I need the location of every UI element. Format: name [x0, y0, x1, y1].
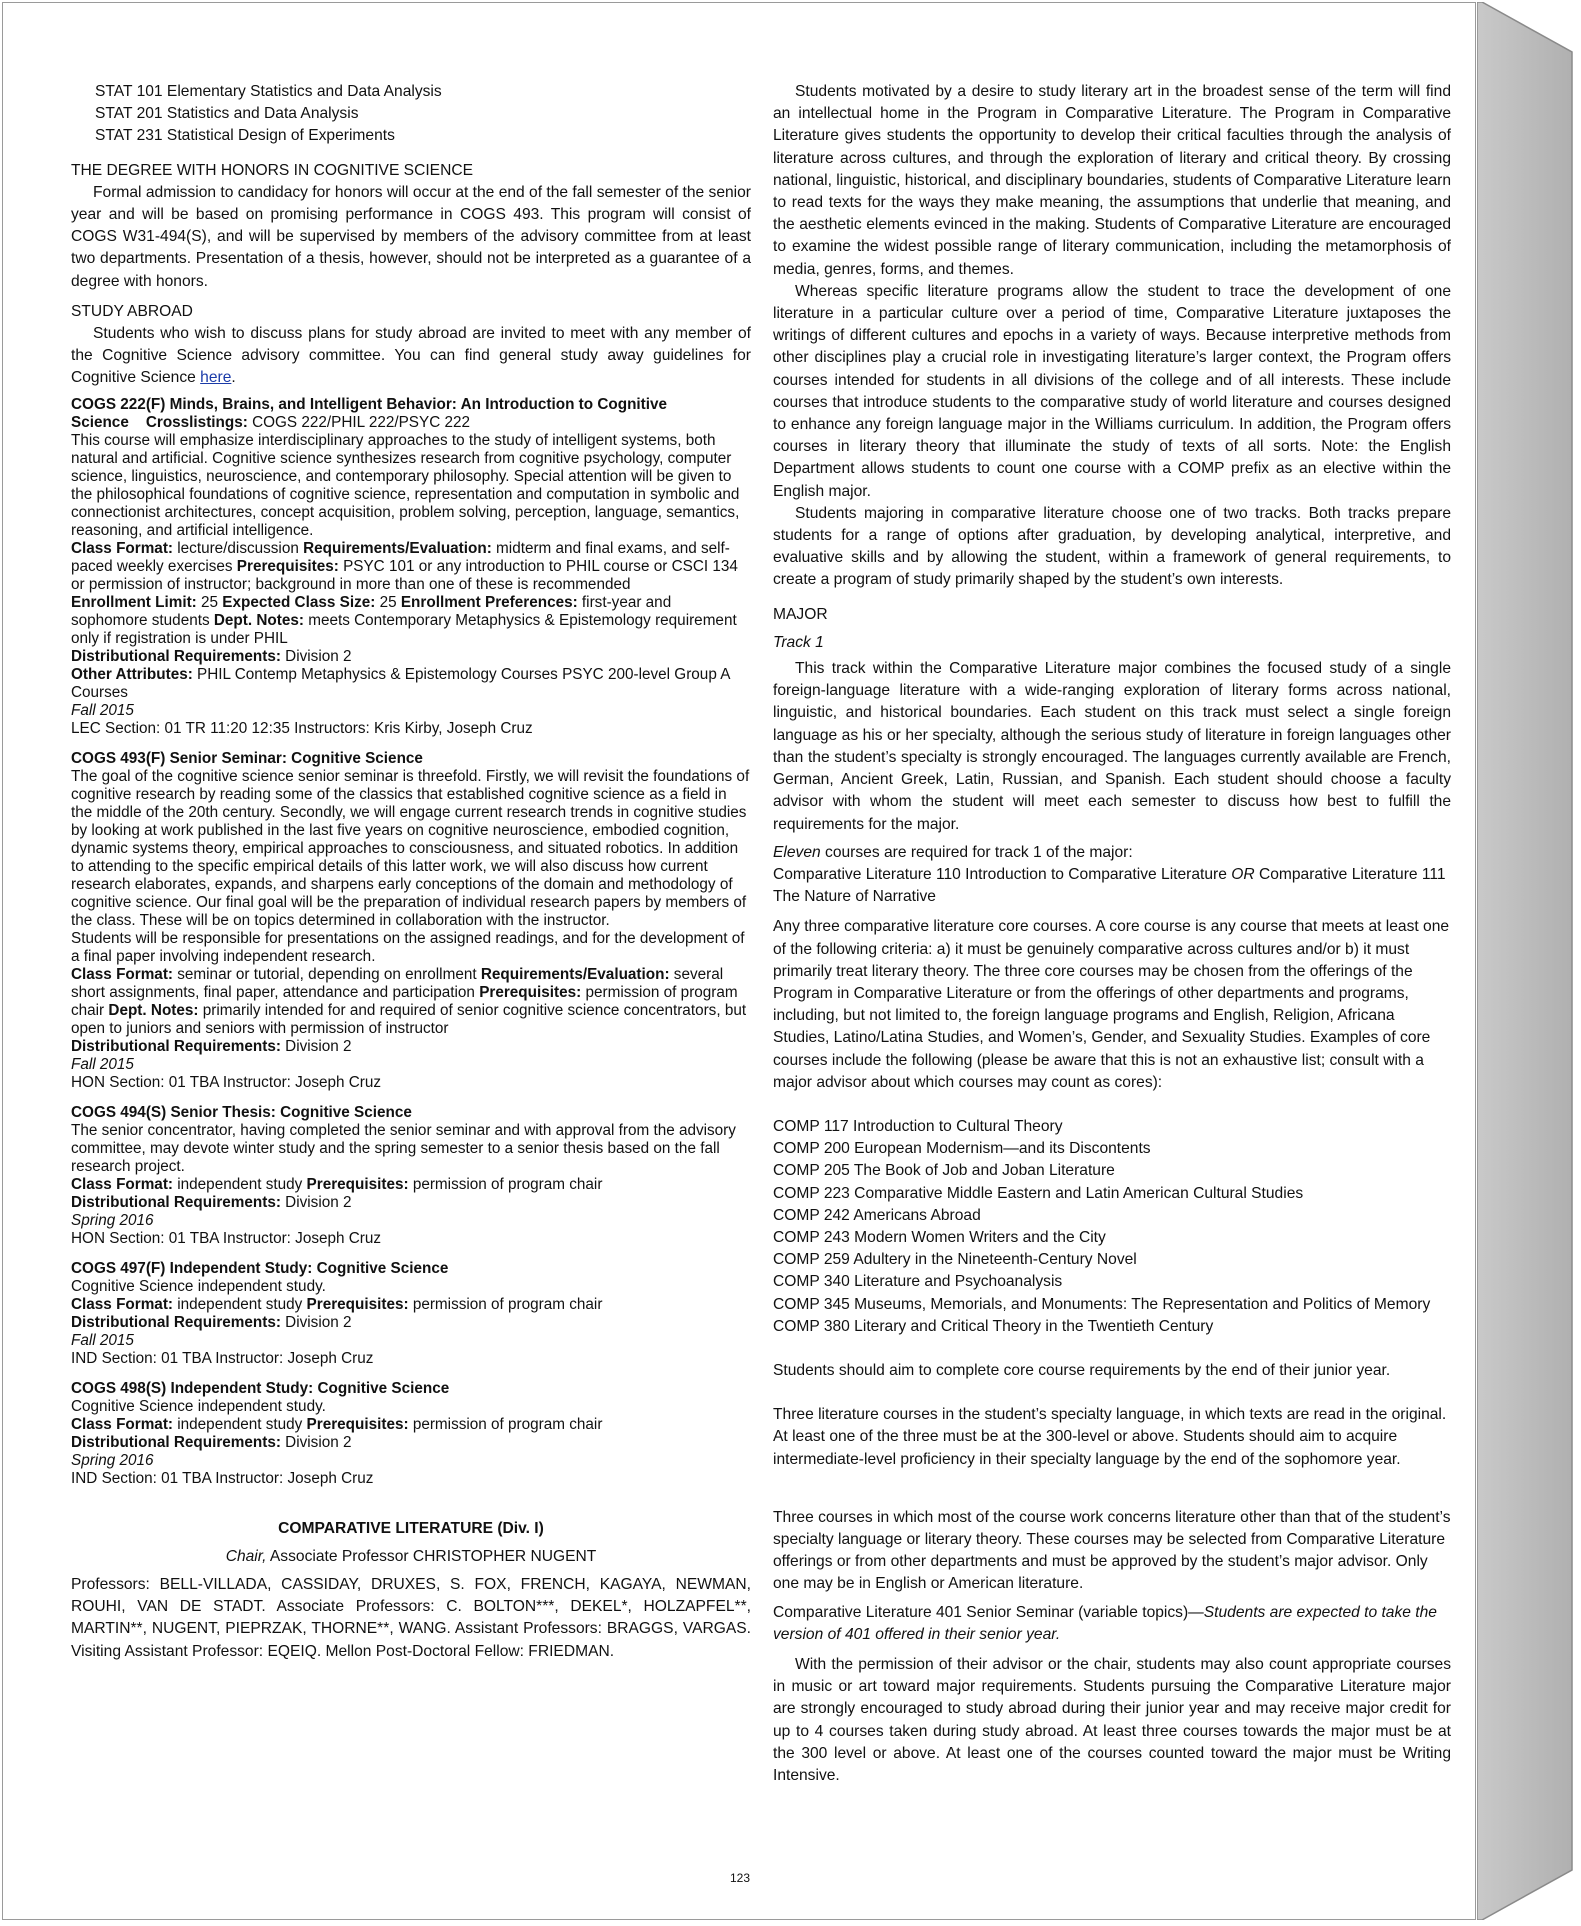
- aim-text: Students should aim to complete core course requirements by the end of their junior year.: [773, 1361, 1391, 1379]
- study-abroad-end: .: [231, 369, 236, 387]
- class-format-label: Class Format:: [71, 1175, 174, 1193]
- distributional-value: Division 2: [280, 1313, 352, 1331]
- class-size-value: 25: [375, 593, 401, 611]
- class-format-value: seminar or tutorial, depending on enrollment: [173, 965, 481, 983]
- enrollment-limit-value: 25: [196, 593, 223, 611]
- intro-paragraph-1: Students motivated by a desire to study literary art in the broadest sense of the term will find an intellectual home in the Program in Comparative Literature. The Program in Comparative Literature gives students the opportunity to develop their critical faculties through the analysis of literature across cultures, and through the exploration of literary and critical theory. By crossing national, linguistic, historical, and disciplinary boundaries, students of Comparative Literature learn to read texts for the ways they make meaning, the assumptions that underlie that meaning, and the aesthetic elements evinced in the making. Students of Comparative Literature are encouraged to examine the widest possible range of literary communication, including the metamorphosis of media, genres, forms, and themes.: [773, 83, 1451, 278]
- dept-notes-label: Dept. Notes:: [213, 611, 304, 629]
- class-size-label: Expected Class Size:: [222, 593, 376, 611]
- dept-notes-value: meets Contemporary Metaphysics & Epistemology requirement only if registration is under PHIL: [71, 611, 737, 647]
- class-format-value: independent study: [173, 1415, 307, 1433]
- prerequisites-label: Prerequisites:: [306, 1175, 409, 1193]
- semester: Fall 2015: [71, 701, 134, 719]
- course-title: COGS 222(F) Minds, Brains, and Intelligent Behavior: An Introduction to Cognitive Science: [71, 395, 668, 431]
- distributional-value: Division 2: [280, 647, 352, 665]
- list-item: COMP 242 Americans Abroad: [773, 1206, 981, 1224]
- semester: Spring 2016: [71, 1451, 154, 1469]
- section-info: IND Section: 01 TBA Instructor: Joseph Cruz: [71, 1349, 374, 1367]
- prerequisites-value: permission of program chair: [408, 1295, 603, 1313]
- core-course-list: [773, 1116, 1451, 1338]
- intro-paragraph-3: Students majoring in comparative literature choose one of two tracks. Both tracks prepare students for a range of options after graduation, by developing analytical, interpretive, and evaluative skills and by allowing the student, within a framework of general requirements, to create a program of study primarily shaped by the student’s own interests.: [773, 504, 1451, 589]
- crosslistings-label: Crosslistings:: [145, 413, 248, 431]
- course-cogs-498: [71, 1380, 751, 1488]
- course-description: The senior concentrator, having completed the senior seminar and with approval from the advisory committee, may devote winter study and the spring semester to a senior thesis based on the fall research project.: [71, 1121, 736, 1175]
- course-cogs-222: [71, 396, 751, 738]
- list-item: COMP 243 Modern Women Writers and the City: [773, 1228, 1106, 1246]
- course-title: COGS 493(F) Senior Seminar: Cognitive Science: [71, 749, 423, 767]
- prerequisites-value: permission of program chair: [71, 983, 738, 1019]
- section-info: LEC Section: 01 TR 11:20 12:35 Instructors: Kris Kirby, Joseph Cruz: [71, 719, 533, 737]
- intro-course-or: OR: [1231, 865, 1255, 883]
- prerequisites-label: Prerequisites:: [306, 1295, 409, 1313]
- semester: Fall 2015: [71, 1055, 134, 1073]
- track-1-heading: Track 1: [773, 633, 824, 651]
- class-format-value: independent study: [173, 1295, 307, 1313]
- other-attributes-value: PHIL Contemp Metaphysics & Epistemology Courses PSYC 200-level Group A Courses: [71, 665, 730, 701]
- dept-notes-value: primarily intended for and required of senior cognitive science concentrators, but open to juniors and seniors with permission of instructor: [71, 1001, 747, 1037]
- study-abroad-text: [71, 323, 751, 390]
- eleven-rest: courses are required for track 1 of the major:: [820, 843, 1133, 861]
- distributional-label: Distributional Requirements:: [71, 1037, 281, 1055]
- list-item: COMP 117 Introduction to Cultural Theory: [773, 1117, 1063, 1135]
- eleven-courses-line: [773, 842, 1451, 864]
- closing-text: With the permission of their advisor or the chair, students may also count appropriate courses in music or art toward major requirements. Students pursuing the Comparative Literature major are strongly encouraged to study abroad during their junior year and may receive major credit for up to 4 courses taken during study abroad. At least three courses towards the major must be at the 300 level or above. At least one of the courses counted toward the major must be Writing Intensive.: [773, 1656, 1451, 1785]
- prerequisites-value: permission of program chair: [408, 1415, 603, 1433]
- intro-paragraph-2: Whereas specific literature programs allow the student to trace the development of one literature in a particular culture over a period of time, Comparative Literature juxtaposes the writings of different cultures and epochs in a variety of ways. Because interpretive methods from other disciplines play a crucial role in investigating literature’s larger context, the Program offers courses intended for students in all divisions of the college and of all interests. These include courses that introduce students to the comparative study of world literature and courses designed to enhance any foreign language major in the Williams curriculum. In addition, the Program offers courses in literary theory that illuminate the study of texts of all sorts. Note: the English Department allows students to count one course with a COMP prefix as an elective within the English major.: [773, 282, 1451, 500]
- complit-heading: COMPARATIVE LITERATURE (Div. I): [278, 1519, 544, 1537]
- prerequisites-value: permission of program chair: [408, 1175, 603, 1193]
- document-page: [2, 2, 1476, 1920]
- other-literature-text: Three courses in which most of the course work concerns literature other than that of the student’s specialty language or literary theory. These courses may be selected from Comparative Literature offerings or from other departments and must be approved by the student’s major advisor. Only one may be in English or American literature.: [773, 1508, 1451, 1593]
- course-description: The goal of the cognitive science senior seminar is threefold. Firstly, we will revisit the foundations of cognitive research by reading some of the classics that established cognitive science as a field in the middle of the 20th century. Secondly, we will engage current research trends in cognitive studies by looking at work published in the last five years on cognitive neuroscience, embodied cognition, dynamic systems theory, empirical approaches to consciousness, and situated robotics. In addition to attending to the specific empirical details of this latter work, we will also discuss how current research elaborates, expands, and sharpens early conceptions of the domain and methodology of cognitive science. Our final goal will be the preparation of individual research papers by members of the class. These will be on topics determined in collaboration with the instructor.: [71, 767, 750, 929]
- course-cogs-494: [71, 1104, 751, 1248]
- distributional-value: Division 2: [280, 1037, 352, 1055]
- right-column: [773, 81, 1451, 1787]
- stat-course-3: STAT 231 Statistical Design of Experiments: [95, 127, 395, 145]
- semester: Fall 2015: [71, 1331, 134, 1349]
- intro-course-b: Comparative Literature 111 The Nature of Narrative: [773, 865, 1446, 906]
- class-format-label: Class Format:: [71, 539, 174, 557]
- intro-course-line: [773, 864, 1451, 908]
- eleven-emphasis: Eleven: [773, 843, 821, 861]
- specialty-text: Three literature courses in the student’s specialty language, in which texts are read in the original. At least one of the three must be at the 300-level or above. Students should aim to acquire intermediate-level proficiency in their specialty language by the end of the sophomore year.: [773, 1406, 1447, 1468]
- chair-name: Associate Professor CHRISTOPHER NUGENT: [266, 1547, 597, 1565]
- page-curl-edge: [1477, 2, 1577, 1920]
- enrollment-pref-label: Enrollment Preferences:: [400, 593, 578, 611]
- section-info: HON Section: 01 TBA Instructor: Joseph Cruz: [71, 1073, 382, 1091]
- enrollment-limit-label: Enrollment Limit:: [71, 593, 197, 611]
- course-title: COGS 498(S) Independent Study: Cognitive Science: [71, 1379, 450, 1397]
- prerequisites-label: Prerequisites:: [236, 557, 339, 575]
- study-abroad-heading: STUDY ABROAD: [71, 302, 193, 320]
- distributional-value: Division 2: [280, 1193, 352, 1211]
- senior-seminar-note: Students are expected to take the version of 401 offered in their senior year.: [773, 1603, 1437, 1643]
- distributional-label: Distributional Requirements:: [71, 1313, 281, 1331]
- requirements-label: Requirements/Evaluation:: [303, 539, 492, 557]
- section-info: IND Section: 01 TBA Instructor: Joseph Cruz: [71, 1469, 374, 1487]
- course-description: Cognitive Science independent study.: [71, 1277, 326, 1295]
- page-number: 123: [729, 1871, 751, 1885]
- faculty-list: Professors: BELL-VILLADA, CASSIDAY, DRUXES, S. FOX, FRENCH, KAGAYA, NEWMAN, ROUHI, VAN DE STADT. Associate Professors: C. BOLTON***, DEKEL*, HOLZAPFEL**, MARTIN**, NUGENT, PIEPRZAK, THORNE**, WANG. Assistant Professors: BRAGGS, VARGAS. Visiting Assistant Professor: EQEIQ. Mellon Post-Doctoral Fellow: FRIEDMAN.: [71, 1576, 751, 1660]
- list-item: COMP 340 Literature and Psychoanalysis: [773, 1273, 1063, 1291]
- distributional-value: Division 2: [280, 1433, 352, 1451]
- enrollment-pref-value: first-year and sophomore students: [71, 593, 672, 629]
- track-1-text: This track within the Comparative Literature major combines the focused study of a single foreign-language literature with a wide-ranging exploration of literary forms across national, linguistic, and historical boundaries. Each student on this track must select a single foreign language as his or her specialty, although the serious study of literature in foreign languages other than the student’s specialty is strongly encouraged. The languages currently available are French, German, Ancient Greek, Latin, Russian, and Spanish. Each student should choose a faculty advisor with whom the student will meet each semester to discuss how best to fulfill the requirements for the major.: [773, 660, 1451, 833]
- stat-course-2: STAT 201 Statistics and Data Analysis: [95, 105, 359, 123]
- intro-course-a: Comparative Literature 110 Introduction to Comparative Literature: [773, 865, 1232, 883]
- crosslistings-value: COGS 222/PHIL 222/PSYC 222: [247, 413, 471, 431]
- course-title: COGS 497(F) Independent Study: Cognitive Science: [71, 1259, 449, 1277]
- class-format-label: Class Format:: [71, 965, 174, 983]
- course-description: Cognitive Science independent study.: [71, 1397, 326, 1415]
- major-heading: MAJOR: [773, 605, 828, 623]
- list-item: COMP 345 Museums, Memorials, and Monuments: The Representation and Politics of Memory: [773, 1295, 1431, 1313]
- class-format-label: Class Format:: [71, 1415, 174, 1433]
- list-item: COMP 205 The Book of Job and Joban Literature: [773, 1162, 1115, 1180]
- distributional-label: Distributional Requirements:: [71, 1193, 281, 1211]
- prerequisites-label: Prerequisites:: [306, 1415, 409, 1433]
- honors-text: Formal admission to candidacy for honors will occur at the end of the fall semester of the senior year and will be based on promising performance in COGS 493. This program will consist of COGS W31-494(S), and will be supervised by members of the advisory committee from at least two departments. Presentation of a thesis, however, should not be interpreted as a guarantee of a degree with honors.: [71, 183, 751, 290]
- list-item: COMP 223 Comparative Middle Eastern and Latin American Cultural Studies: [773, 1184, 1304, 1202]
- distributional-label: Distributional Requirements:: [71, 647, 281, 665]
- distributional-label: Distributional Requirements:: [71, 1433, 281, 1451]
- list-item: COMP 200 European Modernism—and its Discontents: [773, 1140, 1151, 1158]
- prerequisites-value: PSYC 101 or any introduction to PHIL course or CSCI 134 or permission of instructor; background in more than one of these is recommended: [71, 557, 738, 593]
- core-courses-text: Any three comparative literature core courses. A core course is any course that meets at least one of the following criteria: a) it must be genuinely comparative across cultures and/or b) it must primarily treat literary theory. The three core courses may be chosen from the offerings of the Program in Comparative Literature or from the offerings of other departments and programs, including, but not limited to, the foreign language programs and English, Religion, Africana Studies, Latino/Latina Studies, and Women’s, Gender, and Sexuality Studies. Examples of core courses include the following (please be aware that this is not an exhaustive list; consult with a major advisor about which courses may count as cores):: [773, 918, 1450, 1091]
- study-abroad-link[interactable]: here: [200, 369, 232, 387]
- list-item: COMP 259 Adultery in the Nineteenth-Century Novel: [773, 1251, 1137, 1269]
- section-info: HON Section: 01 TBA Instructor: Joseph Cruz: [71, 1229, 382, 1247]
- honors-heading: THE DEGREE WITH HONORS IN COGNITIVE SCIENCE: [71, 161, 474, 179]
- study-abroad-body: Students who wish to discuss plans for study abroad are invited to meet with any member of the Cognitive Science advisory committee. You can find general study away guidelines for Cognitive Science: [71, 325, 751, 387]
- requirements-label: Requirements/Evaluation:: [480, 965, 670, 983]
- requirements-value: midterm and final exams, and self-paced weekly exercises: [71, 539, 730, 575]
- senior-seminar-line: [773, 1602, 1451, 1646]
- dept-notes-label: Dept. Notes:: [108, 1001, 199, 1019]
- requirements-value: several short assignments, final paper, attendance and participation: [71, 965, 724, 1001]
- course-description: This course will emphasize interdisciplinary approaches to the study of intelligent systems, both natural and artificial. Cognitive science synthesizes research from cognitive psychology, computer science, linguistics, neuroscience, and contemporary philosophy. Special attention will be given to the philosophical foundations of cognitive science, representation and computation in symbolic and connectionist architectures, concept acquisition, problem solving, perception, language, semantics, reasoning, and artificial intelligence.: [71, 431, 740, 539]
- chair-line: [71, 1546, 751, 1568]
- class-format-label: Class Format:: [71, 1295, 174, 1313]
- other-attributes-label: Other Attributes:: [71, 665, 193, 683]
- course-cogs-497: [71, 1260, 751, 1368]
- stat-course-1: STAT 101 Elementary Statistics and Data Analysis: [95, 83, 442, 100]
- left-column: [71, 81, 751, 1663]
- course-cogs-493: [71, 750, 751, 1092]
- semester: Spring 2016: [71, 1211, 154, 1229]
- class-format-value: independent study: [173, 1175, 307, 1193]
- prerequisites-label: Prerequisites:: [479, 983, 582, 1001]
- course-title: COGS 494(S) Senior Thesis: Cognitive Science: [71, 1103, 412, 1121]
- list-item: COMP 380 Literary and Critical Theory in the Twentieth Century: [773, 1317, 1214, 1335]
- course-description-2: Students will be responsible for presentations on the assigned readings, and for the development of a final paper involving independent research.: [71, 929, 745, 965]
- class-format-value: lecture/discussion: [173, 539, 304, 557]
- senior-seminar-text: Comparative Literature 401 Senior Seminar (variable topics)—: [773, 1603, 1204, 1621]
- chair-label: Chair,: [225, 1547, 267, 1565]
